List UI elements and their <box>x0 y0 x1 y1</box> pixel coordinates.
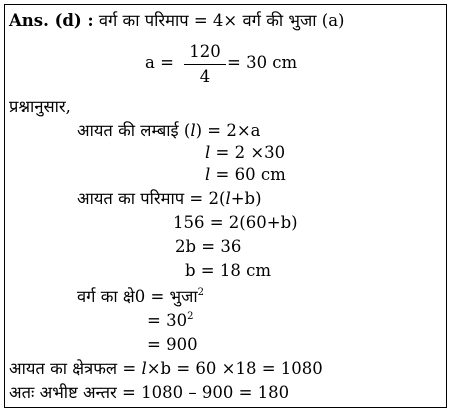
solution-box <box>4 4 447 408</box>
rect-area-var: l <box>141 359 147 378</box>
square-area-exponent: 2 <box>197 287 205 298</box>
answer-statement: वर्ग का परिमाप = 4× वर्ग की भुजा (a) <box>98 11 345 30</box>
fraction <box>180 43 230 86</box>
perimeter-formula <box>77 189 262 209</box>
length-sub-rest: = 2 ×30 <box>210 143 286 162</box>
fraction-lhs: a = <box>145 53 174 72</box>
square-area-sub-base: = 30 <box>147 311 188 330</box>
fraction-bar <box>184 64 226 65</box>
rect-area-text: आयत का क्षेत्रफल = <box>9 359 142 378</box>
square-area-substitution <box>147 311 193 331</box>
length-value <box>205 165 286 185</box>
question-intro: प्रश्नानुसार, <box>9 97 71 116</box>
fraction-denominator: 4 <box>199 67 211 86</box>
length-formula-var: l <box>190 121 196 140</box>
b-value: b = 18 cm <box>185 261 272 280</box>
square-area-formula <box>77 287 204 307</box>
perimeter-substitution: 156 = 2(60+b) <box>173 213 298 232</box>
length-substitution <box>205 143 285 163</box>
length-formula-rest: ) = 2×a <box>195 121 261 140</box>
rectangle-area-line <box>9 359 323 379</box>
answer-prefix: Ans. (d) : <box>9 11 94 30</box>
answer-line <box>9 11 344 31</box>
square-area-text: वर्ग का क्षे0 = भुजा <box>77 287 198 306</box>
length-val-var: l <box>205 165 211 184</box>
square-area-value: = 900 <box>147 335 198 354</box>
fraction-rhs: = 30 cm <box>227 53 298 72</box>
square-area-sub-exponent: 2 <box>187 311 194 322</box>
difference-line: अतः अभीष्ट अन्तर = 1080 – 900 = 180 <box>9 383 290 402</box>
perimeter-rest: +b) <box>230 189 262 208</box>
two-b-equation: 2b = 36 <box>175 237 242 256</box>
perimeter-text: आयत का परिमाप = 2( <box>77 189 226 208</box>
rect-area-rest: ×b = 60 ×18 = 1080 <box>146 359 323 378</box>
fraction-numerator: 120 <box>189 42 221 61</box>
length-val-rest: = 60 cm <box>210 165 286 184</box>
length-formula <box>77 121 261 141</box>
perimeter-var: l <box>225 189 231 208</box>
length-formula-text: आयत की लम्बाई ( <box>77 121 191 140</box>
length-sub-var: l <box>205 143 211 162</box>
